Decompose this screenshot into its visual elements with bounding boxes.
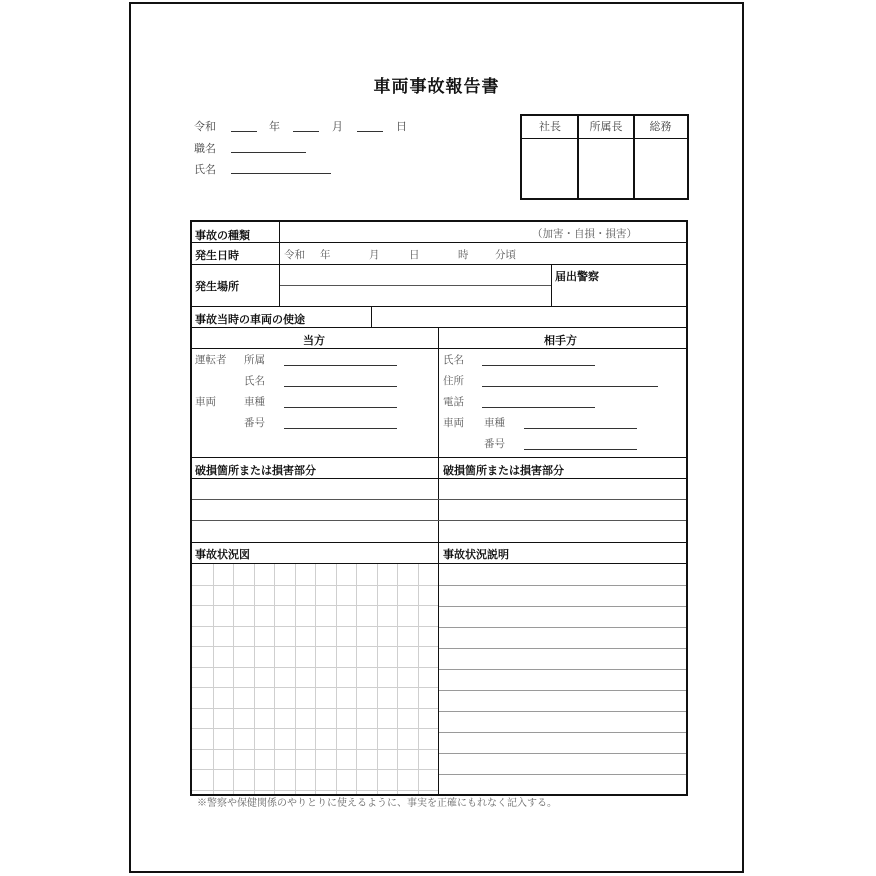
approval-divider [633, 116, 635, 198]
header-year: 年 [269, 120, 280, 133]
diagram-grid[interactable] [192, 564, 438, 794]
header-name-label: 氏名 [194, 163, 216, 176]
grid-line [213, 564, 214, 794]
other-name-label: 氏名 [443, 354, 464, 366]
other-address-label: 住所 [443, 375, 464, 387]
header-position-label: 職名 [194, 142, 216, 155]
diagram-label: 事故状況図 [195, 548, 250, 561]
approval-president: 社長 [522, 116, 578, 139]
damage-line [192, 499, 686, 500]
grid-line [254, 564, 255, 794]
grid-line [192, 605, 438, 606]
location-label: 発生場所 [195, 280, 239, 293]
header-name-field[interactable] [231, 173, 331, 174]
grid-line [315, 564, 316, 794]
grid-line [274, 564, 275, 794]
divider [280, 285, 551, 286]
our-number-field[interactable] [284, 428, 397, 429]
other-name-field[interactable] [482, 365, 595, 366]
explanation-lines[interactable] [439, 564, 686, 794]
our-affiliation-field[interactable] [284, 365, 397, 366]
vehicle-use-label: 事故当時の車両の使途 [195, 313, 305, 326]
other-vehicle-label: 車両 [443, 417, 464, 429]
other-number-field[interactable] [524, 449, 637, 450]
grid-line [192, 626, 438, 627]
explanation-rule [439, 648, 686, 649]
other-address-field[interactable] [482, 386, 658, 387]
explanation-rule [439, 669, 686, 670]
explanation-rule [439, 585, 686, 586]
datetime-year: 年 [320, 249, 331, 261]
explanation-rule [439, 774, 686, 775]
approval-general-affairs: 総務 [634, 116, 687, 139]
grid-line [192, 646, 438, 647]
divider [192, 348, 686, 349]
divider [279, 222, 280, 264]
divider [371, 306, 372, 327]
damage-label-right: 破損箇所または損害部分 [443, 464, 564, 477]
our-name-field[interactable] [284, 386, 397, 387]
grid-line [418, 564, 419, 794]
explanation-rule [439, 711, 686, 712]
accident-type-label: 事故の種類 [195, 229, 250, 242]
grid-line [192, 687, 438, 688]
accident-type-options: （加害・自損・損害） [532, 228, 637, 240]
grid-line [356, 564, 357, 794]
approval-box [520, 114, 689, 200]
grid-line [336, 564, 337, 794]
explanation-rule [439, 732, 686, 733]
other-number-label: 番号 [484, 438, 505, 450]
police-report-label: 届出警察 [555, 270, 599, 283]
accident-form [190, 220, 688, 796]
our-vehicle-type-field[interactable] [284, 407, 397, 408]
grid-line [295, 564, 296, 794]
header-position-field[interactable] [231, 152, 306, 153]
our-vehicle-type-label: 車種 [244, 396, 265, 408]
other-vehicle-type-field[interactable] [524, 428, 637, 429]
grid-line [192, 708, 438, 709]
document-title: 車両事故報告書 [373, 77, 500, 97]
header-day: 日 [396, 120, 407, 133]
occurrence-datetime-label: 発生日時 [195, 249, 239, 262]
our-side-label: 当方 [303, 334, 325, 347]
grid-line [192, 585, 438, 586]
datetime-minute: 分頃 [495, 249, 516, 261]
grid-line [233, 564, 234, 794]
datetime-month: 月 [369, 249, 380, 261]
datetime-reiwa: 令和 [284, 249, 305, 261]
other-phone-label: 電話 [443, 396, 464, 408]
grid-line [192, 667, 438, 668]
header-day-field[interactable] [357, 131, 383, 132]
other-vehicle-type-label: 車種 [484, 417, 505, 429]
grid-line [192, 790, 438, 791]
damage-label-left: 破損箇所または損害部分 [195, 464, 316, 477]
our-affiliation-label: 所属 [244, 354, 265, 366]
divider [192, 264, 686, 265]
divider [192, 457, 686, 458]
our-driver-label: 運転者 [195, 354, 227, 366]
grid-line [377, 564, 378, 794]
grid-line [192, 769, 438, 770]
header-month-field[interactable] [293, 131, 319, 132]
footnote: ※警察や保健関係のやりとりに使えるように、事実を正確にもれなく記入する。 [197, 798, 557, 809]
other-party-label: 相手方 [544, 334, 577, 347]
explanation-label: 事故状況説明 [443, 548, 509, 561]
explanation-rule [439, 753, 686, 754]
grid-line [192, 728, 438, 729]
explanation-rule [439, 690, 686, 691]
divider [192, 242, 686, 243]
grid-line [397, 564, 398, 794]
our-vehicle-label: 車両 [195, 396, 216, 408]
grid-line [192, 749, 438, 750]
header-year-field[interactable] [231, 131, 257, 132]
our-name-label: 氏名 [244, 375, 265, 387]
approval-divider [577, 116, 579, 198]
datetime-hour: 時 [458, 249, 469, 261]
divider [192, 327, 686, 328]
header-reiwa: 令和 [194, 120, 216, 133]
divider [192, 478, 686, 479]
report-page [129, 2, 744, 873]
explanation-rule [439, 606, 686, 607]
divider [192, 542, 686, 543]
our-number-label: 番号 [244, 417, 265, 429]
header-month: 月 [332, 120, 343, 133]
other-phone-field[interactable] [482, 407, 595, 408]
datetime-day: 日 [409, 249, 420, 261]
explanation-rule [439, 627, 686, 628]
divider [192, 306, 686, 307]
damage-line [192, 520, 686, 521]
divider [551, 264, 552, 306]
approval-branch-manager: 所属長 [578, 116, 634, 139]
